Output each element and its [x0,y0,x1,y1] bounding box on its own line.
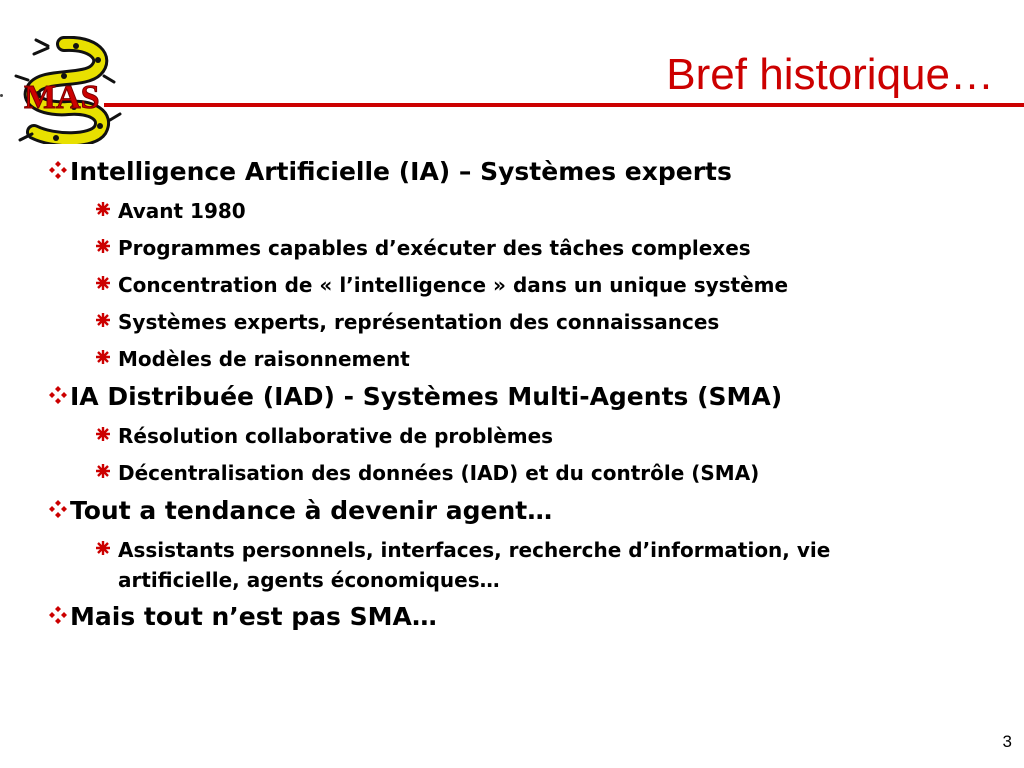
sub-bullet-item [118,344,980,375]
asterisk-bullet-icon [96,464,110,478]
diamond-quad-bullet-icon [48,499,68,519]
mas-logo [4,36,122,144]
sub-bullet-text: Résolution collaborative de problèmes [118,424,554,448]
sub-bullet-text: Systèmes experts, représentation des connaissances [118,310,720,334]
asterisk-bullet-icon [96,276,110,290]
asterisk-bullet-icon [96,350,110,364]
bullet-item [50,599,980,635]
sub-bullet-item [118,307,980,338]
sub-bullet-item [118,458,980,489]
sub-bullet-text: Programmes capables d’exécuter des tâches complexes [118,236,751,260]
bullet-list [50,150,980,635]
asterisk-bullet-icon [96,202,110,216]
asterisk-bullet-icon [96,427,110,441]
bullet-item [50,379,980,415]
stray-dot [0,94,3,97]
bullet-item [50,493,980,529]
title-underline [104,103,1024,107]
sub-bullet-text: Modèles de raisonnement [118,347,410,371]
sub-bullet-text: Avant 1980 [118,199,246,223]
sub-bullet-item [118,535,980,595]
page-number: 3 [1002,732,1012,751]
bullet-text: Tout a tendance à devenir agent… [70,496,553,525]
sub-bullet-text: Concentration de « l’intelligence » dans un unique système [118,273,789,297]
diamond-quad-bullet-icon [48,385,68,405]
sub-bullet-item [118,270,980,301]
sub-bullet-text: Décentralisation des données (IAD) et du contrôle (SMA) [118,461,760,485]
asterisk-bullet-icon [96,239,110,253]
asterisk-bullet-icon [96,541,110,555]
logo-text-icon [22,76,118,118]
logo-text: MAS [24,79,100,116]
diamond-quad-bullet-icon [48,160,68,180]
slide-title: Bref historique… [666,50,994,99]
bullet-text: IA Distribuée (IAD) - Systèmes Multi-Agents (SMA) [70,382,783,411]
bullet-text: Mais tout n’est pas SMA… [70,602,437,631]
diamond-quad-bullet-icon [48,605,68,625]
sub-bullet-item [118,233,980,264]
asterisk-bullet-icon [96,313,110,327]
sub-bullet-item [118,421,980,452]
bullet-item [50,154,980,190]
bullet-text: Intelligence Artificielle (IA) – Systèmes experts [70,157,732,186]
sub-bullet-item [118,196,980,227]
sub-bullet-text: Assistants personnels, interfaces, recherche d’information, vie artificielle, agents économiques… [118,538,831,592]
